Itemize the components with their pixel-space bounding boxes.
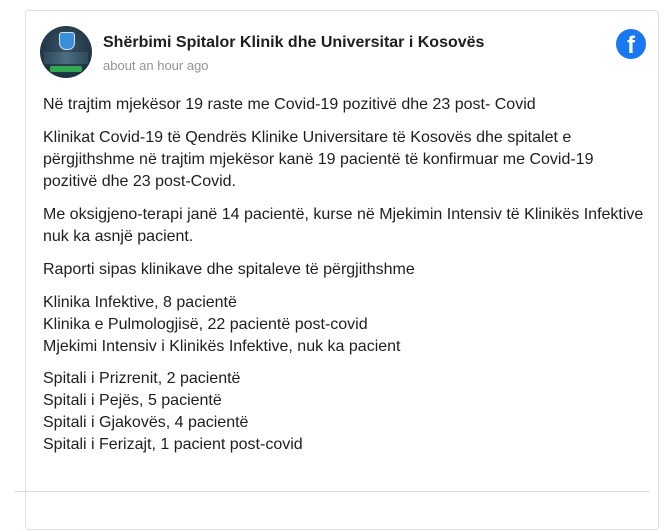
list-item: Klinika e Pulmologjisë, 22 pacientë post-covid [43,316,368,333]
shield-logo-icon [59,32,75,50]
hospitals-list [43,368,644,456]
post-paragraph: Klinikat Covid-19 të Qendrës Klinike Universitare të Kosovës dhe spitalet e përgjithshme në trajtim mjekësor kanë 19 pacientë të konfirmuar me Covid-19 pozitivë dhe 23 post-Covid. [43,129,594,190]
post-body [43,94,644,466]
list-item: Spitali i Prizrenit, 2 pacientë [43,370,241,387]
post-timestamp[interactable]: about an hour ago [103,58,209,73]
post-paragraph: Në trajtim mjekësor 19 raste me Covid-19 pozitivë dhe 23 post- Covid [43,96,536,113]
post-header [40,25,644,81]
post-paragraph: Me oksigjeno-terapi janë 14 pacientë, kurse në Mjekimin Intensiv të Klinikës Infektive nuk ka asnjë pacient. [43,206,644,245]
list-item: Spitali i Ferizajt, 1 pacient post-covid [43,436,303,453]
facebook-post-card [25,10,659,530]
page-name-link[interactable]: Shërbimi Spitalor Klinik dhe Universitar i Kosovës [103,34,485,51]
avatar-building-graphic [44,52,88,64]
list-item: Klinika Infektive, 8 pacientë [43,294,237,311]
clinics-list [43,292,644,358]
facebook-icon[interactable]: f [616,29,646,59]
page-avatar[interactable] [40,26,92,78]
list-item: Spitali i Gjakovës, 4 pacientë [43,414,249,431]
post-paragraph: Raporti sipas klinikave dhe spitaleve të përgjithshme [43,261,415,278]
avatar-label-graphic [50,66,82,72]
list-item: Spitali i Pejës, 5 pacientë [43,392,222,409]
list-item: Mjekimi Intensiv i Klinikës Infektive, nuk ka pacient [43,338,401,355]
post-divider [14,491,650,492]
